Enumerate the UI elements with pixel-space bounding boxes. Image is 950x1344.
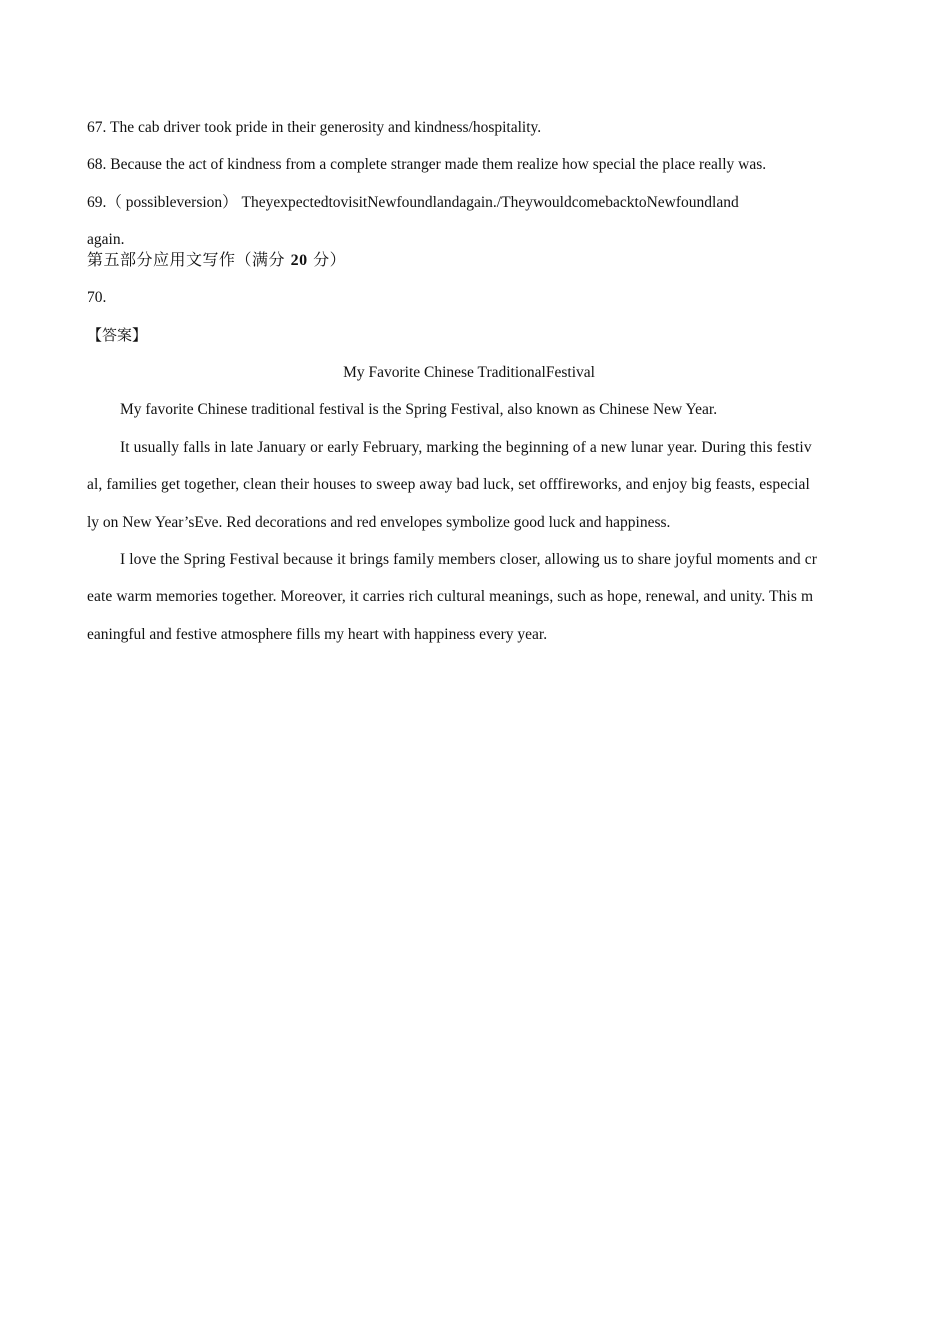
section-heading-suffix: 分）: [307, 250, 347, 269]
section-heading: [87, 250, 346, 271]
section-heading-prefix: 第五部分应用文写作（满分: [87, 250, 291, 269]
answer-68: 68. Because the act of kindness from a complete stranger made them realize how special the place really was.: [87, 156, 767, 173]
question-70-number: 70.: [87, 289, 107, 306]
section-heading-score: 20: [290, 252, 308, 269]
answer-69-line-2: again.: [87, 231, 125, 248]
essay-paragraph-2-line-2: al, families get together, clean their houses to sweep away bad luck, set offfireworks, and enjoy big feasts, especial: [87, 476, 810, 493]
essay-paragraph-3-line-2: eate warm memories together. Moreover, it carries rich cultural meanings, such as hope, renewal, and unity. This m: [87, 588, 814, 605]
essay-paragraph-3-line-3: eaningful and festive atmosphere fills my heart with happiness every year.: [87, 626, 548, 643]
answer-69-line-1: 69.（ possibleversion） TheyexpectedtovisitNewfoundlandagain./TheywouldcomebacktoNewfoundland: [87, 194, 739, 211]
essay-title: My Favorite Chinese TraditionalFestival: [343, 364, 595, 381]
answer-tag: 【答案】: [87, 326, 148, 344]
essay-paragraph-2-line-3: ly on New Year’sEve. Red decorations and red envelopes symbolize good luck and happiness.: [87, 514, 671, 531]
essay-paragraph-1-line-1: My favorite Chinese traditional festival is the Spring Festival, also known as Chinese New Year.: [120, 401, 718, 418]
answer-67: 67. The cab driver took pride in their generosity and kindness/hospitality.: [87, 119, 542, 136]
essay-paragraph-2-line-1: It usually falls in late January or early February, marking the beginning of a new lunar year. During this festiv: [120, 439, 812, 456]
essay-paragraph-3-line-1: I love the Spring Festival because it brings family members closer, allowing us to share joyful moments and cr: [120, 551, 817, 568]
